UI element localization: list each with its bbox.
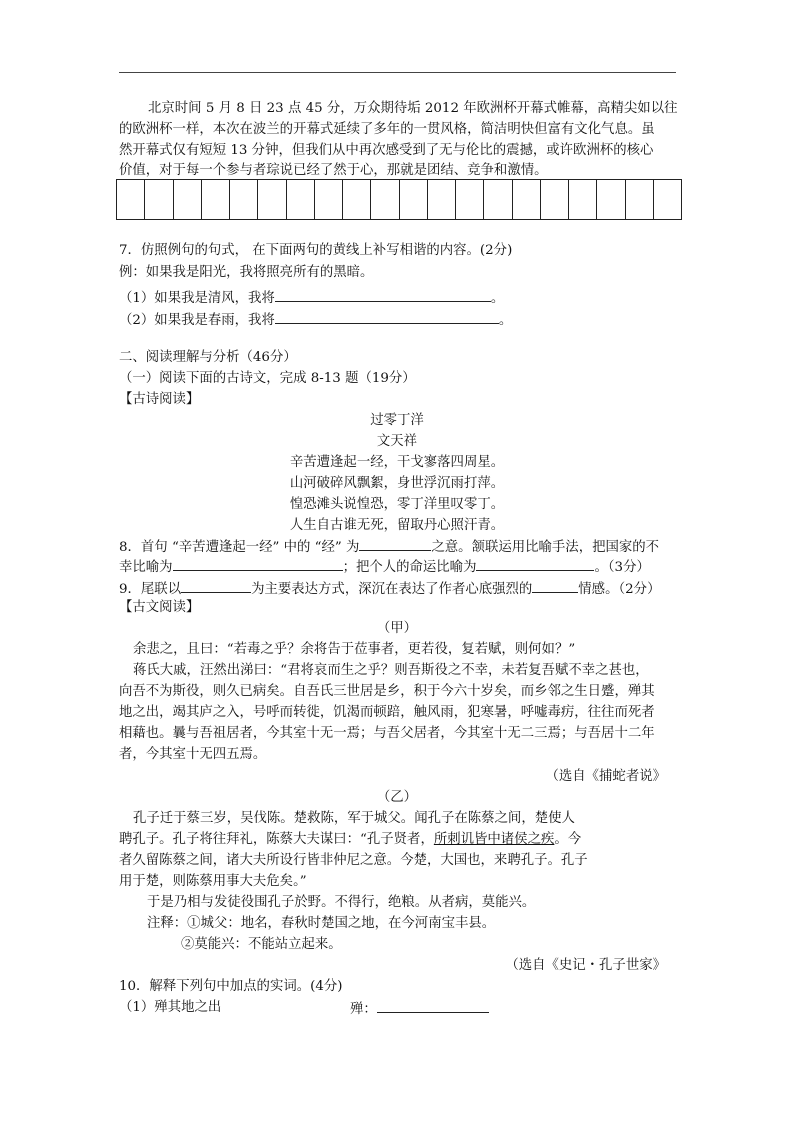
grid-cell[interactable]: [343, 180, 371, 219]
q9-blank-1[interactable]: [181, 578, 251, 593]
q7-item-1-prefix: （1）如果我是清风，我将: [119, 291, 275, 306]
passage-line-3: 然开幕式仅有短短 13 分钟，但我们从中再次感受到了无与伦比的震撼，或许欧洲杯的核心: [119, 143, 654, 158]
yi-line-1: 孔子迁于蔡三岁，吴伐陈。楚救陈，军于城父。闻孔子在陈蔡之间，楚使人: [133, 811, 575, 826]
q7-item-2: [119, 309, 512, 331]
passage-line-1: 北京时间 5 月 8 日 23 点 45 分，万众期待垢 2012 年欧洲杯开幕式帷幕，高精尖如以往: [148, 101, 678, 116]
poem-title: 过零丁洋: [370, 413, 424, 428]
grid-cell[interactable]: [371, 180, 399, 219]
yi-text: 。今: [554, 832, 582, 847]
jia-marker: （甲）: [376, 621, 418, 636]
q10-item-1-answer: [350, 998, 489, 1020]
grid-cell[interactable]: [400, 180, 428, 219]
grid-cell[interactable]: [541, 180, 569, 219]
grid-cell[interactable]: [258, 180, 286, 219]
q7-item-2-suffix: 。: [498, 313, 513, 328]
q8-text: 。（3分）: [594, 560, 650, 575]
yi-note-2: ②莫能兴：不能站立起来。: [181, 937, 342, 952]
q9-text: 情感。（2分）: [578, 582, 661, 597]
jia-line: 余悲之，且曰：“若毒之乎？余将告于莅事者，更若役，复若赋，则何如？”: [133, 642, 576, 657]
jia-line: 者，今其室十无四五焉。: [119, 747, 267, 762]
jia-line: 蒋氏大戚，汪然出涕曰：“君将哀而生之乎？则吾斯役之不幸，未若复吾赋不幸之甚也，: [133, 663, 649, 678]
q8-blank-2[interactable]: [173, 556, 343, 571]
yi-underlined-text: 所刺讥皆中诸侯之疾: [433, 832, 555, 847]
yi-line-3: 者久留陈蔡之间，诸大夫所设行皆非仲尼之意。今楚，大国也，来聘孔子。孔子: [119, 853, 588, 868]
poem-author: 文天祥: [376, 434, 418, 449]
jia-source: （选自《捕蛇者说》: [545, 769, 666, 784]
section-2-subtitle: （一）阅读下面的古诗文，完成 8-13 题（19分）: [119, 371, 416, 386]
q8-text: 8．首句 “辛苦遭逢起一经” 中的 “经” 为: [119, 540, 360, 555]
yi-text: 聘孔子。孔子将往拜礼，陈蔡大夫谋曰：“孔子贤者，: [119, 832, 434, 847]
grid-cell[interactable]: [597, 180, 625, 219]
q9-text: 9．尾联以: [119, 582, 182, 597]
q8-text: 幸比喻为: [119, 560, 173, 575]
q10-key: 殚：: [350, 1002, 377, 1017]
q7-stem: 7．仿照例句的句式， 在下面两句的黄线上补写相谐的内容。(2分): [119, 243, 513, 258]
grid-cell[interactable]: [456, 180, 484, 219]
grid-cell[interactable]: [315, 180, 343, 219]
q7-item-1: [119, 287, 504, 309]
header-rule: [119, 72, 676, 73]
poem-line: 辛苦遭逢起一经，干戈寥落四周星。: [289, 455, 505, 470]
jia-line: 向吾不为斯役，则久已病矣。自吾氏三世居是乡，积于今六十岁矣，而乡邻之生日蹙，殚其: [119, 684, 655, 699]
grid-cell[interactable]: [230, 180, 258, 219]
ancient-poem-label: 【古诗阅读】: [119, 392, 200, 407]
grid-cell[interactable]: [626, 180, 654, 219]
yi-note-1: [147, 914, 495, 934]
poem-line: 山河破碎风飘絮，身世浮沉雨打萍。: [289, 476, 505, 491]
yi-line-2: [119, 830, 581, 850]
q10-stem: 10．解释下列句中加点的实词。(4分): [119, 979, 343, 994]
prose-label: 【古文阅读】: [119, 600, 200, 615]
q8-line-1: [119, 536, 659, 558]
section-2-title: 二、阅读理解与分析（46分）: [119, 350, 297, 365]
jia-line: 地之出，竭其庐之入，号呼而转徙，饥渴而顿踣，触风雨，犯寒暑，呼嘘毒疠，往往而死者: [119, 705, 655, 720]
q7-item-2-blank[interactable]: [275, 309, 499, 324]
grid-cell[interactable]: [654, 180, 681, 219]
grid-cell[interactable]: [174, 180, 202, 219]
q8-text: 之意。颔联运用比喻手法，把国家的不: [431, 540, 660, 555]
q10-blank-1[interactable]: [377, 998, 489, 1013]
q7-item-2-prefix: （2）如果我是春雨，我将: [119, 313, 275, 328]
q9-blank-2[interactable]: [532, 578, 578, 593]
note-label: 注释：: [147, 916, 188, 931]
q10-item-1: （1）殚其地之出: [119, 1000, 222, 1015]
grid-cell[interactable]: [569, 180, 597, 219]
grid-cell[interactable]: [145, 180, 173, 219]
q7-example: 例：如果我是阳光，我将照亮所有的黑暗。: [119, 265, 374, 280]
poem-line: 人生自古谁无死，留取丹心照汗青。: [289, 518, 505, 533]
passage-line-4: 价值，对于每一个参与者琮说已经了然于心，那就是团结、竞争和激情。: [119, 163, 548, 178]
grid-cell[interactable]: [287, 180, 315, 219]
q8-text: ；把个人的命运比喻为: [342, 560, 477, 575]
q9-line: [119, 578, 660, 600]
grid-cell[interactable]: [202, 180, 230, 219]
q8-blank-3[interactable]: [476, 556, 594, 571]
grid-cell[interactable]: [484, 180, 512, 219]
yi-line-5: 于是乃相与发徒役围孔子於野。不得行，绝粮。从者病，莫能兴。: [147, 895, 536, 910]
jia-line: 相藉也。曩与吾祖居者，今其室十无一焉；与吾父居者，今其室十无二三焉；与吾居十二年: [119, 726, 655, 741]
grid-cell[interactable]: [428, 180, 456, 219]
yi-source: （选自《史记・孔子世家》: [505, 958, 666, 973]
q9-text: 为主要表达方式，深沉在表达了作者心底强烈的: [251, 582, 533, 597]
grid-cell[interactable]: [117, 180, 145, 219]
q7-item-1-blank[interactable]: [275, 287, 491, 302]
passage-line-2: 的欧洲杯一样，本次在波兰的开幕式延续了多年的一贯风格，简洁明快但富有文化气息。虽: [119, 122, 655, 137]
answer-grid[interactable]: [116, 179, 682, 220]
poem-line: 惶恐滩头说惶恐，零丁洋里叹零丁。: [289, 497, 505, 512]
yi-marker: （乙）: [376, 790, 418, 805]
yi-line-4: 用于楚，则陈蔡用事大夫危矣。”: [119, 874, 307, 889]
note-text: ①城父：地名，春秋时楚国之地，在今河南宝丰县。: [187, 916, 496, 931]
grid-cell[interactable]: [513, 180, 541, 219]
q8-line-2: [119, 556, 650, 578]
q8-blank-1[interactable]: [359, 536, 431, 551]
q7-item-1-suffix: 。: [490, 291, 505, 306]
